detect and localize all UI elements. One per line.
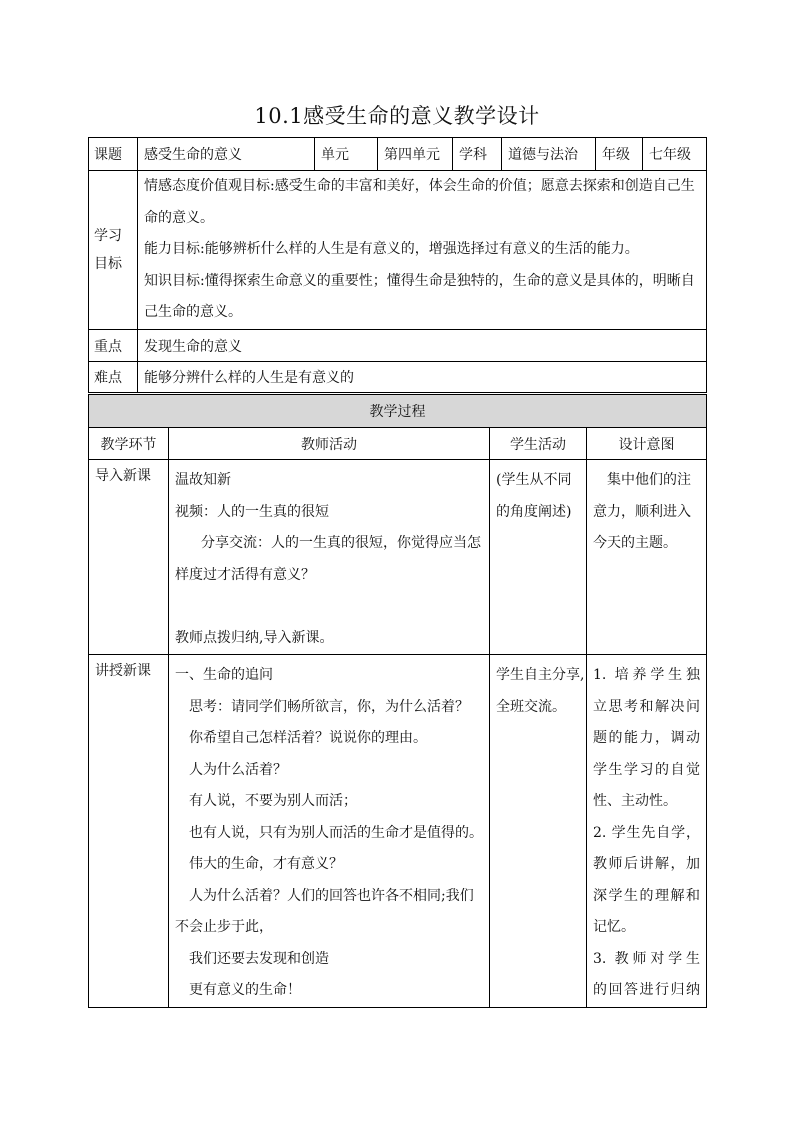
text-line: 今天的主题。	[593, 535, 677, 551]
text-line: 立思考和解决问	[593, 698, 700, 715]
difficulty-label: 难点	[89, 362, 138, 393]
text-line: 人为什么活着？人们的回答也许各不相同;我们	[189, 887, 474, 904]
text-line: 更有意义的生命！	[189, 982, 301, 998]
unit-value: 第四单元	[378, 138, 453, 171]
course-info-table	[88, 137, 707, 393]
topic-value: 感受生命的意义	[138, 138, 315, 171]
text-line: 题的能力，调动	[593, 730, 700, 746]
text-line: 2. 学生先自学，	[593, 824, 700, 841]
grade-label: 年级	[596, 138, 643, 171]
text-line: 也有人说，只有为别人而活的生命才是值得的。	[189, 824, 483, 841]
goal-line: 知识目标:懂得探索生命意义的重要性；懂得生命是独特的，生命的意义是具体的，明晰自	[144, 272, 695, 289]
header-teacher: 教师活动	[169, 428, 490, 460]
lecture-design-intent	[587, 655, 707, 1008]
text-line: 深学生的理解和	[593, 887, 700, 904]
text-line: 温故知新	[175, 472, 231, 488]
text-line: 3. 教师对学生	[593, 950, 700, 967]
text-line	[175, 591, 483, 623]
teaching-process-table	[88, 394, 707, 1008]
text-line: 的角度阐述)	[496, 503, 572, 520]
header-student: 学生活动	[490, 428, 587, 460]
text-line: 思考：请同学们畅所欲言，你，为什么活着？	[189, 698, 469, 715]
text-line: 我们还要去发现和创造	[189, 950, 329, 967]
text-line: 集中他们的注	[607, 472, 691, 488]
text-line: 伟大的生命，才有意义？	[189, 856, 343, 872]
text-line: 学生自主分享,	[496, 667, 585, 683]
text-line: 的回答进行归纳	[593, 982, 700, 998]
grade-value: 七年级	[643, 138, 707, 171]
text-line: 学生学习的自觉	[593, 761, 700, 778]
subject-value: 道德与法治	[502, 138, 596, 171]
text-line: 1. 培养学生独	[593, 667, 700, 683]
document-title: 10.1感受生命的意义教学设计	[254, 104, 540, 128]
goals-label: 学习 目标	[89, 171, 138, 330]
difficulty-value: 能够分辨什么样的人生是有意义的	[138, 362, 707, 393]
lecture-stage: 讲授新课	[89, 655, 169, 1008]
lecture-teacher-activity	[169, 655, 490, 1008]
header-stage: 教学环节	[89, 428, 169, 460]
lecture-student-activity	[490, 655, 587, 1008]
text-line: 教师点拨归纳,导入新课。	[175, 629, 334, 646]
key-point-value: 发现生命的意义	[138, 330, 707, 362]
goals-content	[138, 171, 707, 330]
text-line: 意力，顺利进入	[593, 503, 691, 520]
key-point-label: 重点	[89, 330, 138, 362]
text-line: 记忆。	[593, 919, 635, 935]
text-line: 性、主动性。	[593, 793, 677, 809]
text-line: 教师后讲解，加	[593, 856, 700, 872]
intro-design-intent	[587, 460, 707, 655]
header-intent: 设计意图	[587, 428, 707, 460]
text-line: 视频：人的一生真的很短	[175, 503, 329, 520]
text-line: 你希望自己怎样活着？说说你的理由。	[189, 730, 427, 746]
goal-line: 己生命的意义。	[144, 304, 242, 321]
text-line: 人为什么活着？	[189, 761, 287, 778]
text-line: 不会止步于此，	[175, 919, 273, 935]
goal-line: 能力目标:能够辨析什么样的人生是有意义的，增强选择过有意义的生活的能力。	[144, 241, 639, 258]
text-line: 分享交流：人的一生真的很短，你觉得应当怎	[201, 535, 481, 551]
topic-label: 课题	[89, 138, 138, 171]
intro-stage: 导入新课	[89, 460, 169, 655]
unit-label: 单元	[315, 138, 378, 171]
text-line: (学生从不同	[496, 472, 572, 488]
text-line: 全班交流。	[496, 698, 566, 715]
intro-teacher-activity	[169, 460, 490, 655]
text-line: 一、生命的追问	[175, 667, 273, 683]
intro-student-activity	[490, 460, 587, 655]
text-line: 样度过才活得有意义？	[175, 566, 315, 583]
goal-line: 命的意义。	[144, 209, 214, 226]
text-line: 有人说，不要为别人而活；	[189, 793, 357, 809]
goal-line: 情感态度价值观目标:感受生命的丰富和美好，体会生命的价值；愿意去探索和创造自己生	[144, 178, 695, 195]
process-banner: 教学过程	[89, 395, 707, 428]
subject-label: 学科	[453, 138, 502, 171]
